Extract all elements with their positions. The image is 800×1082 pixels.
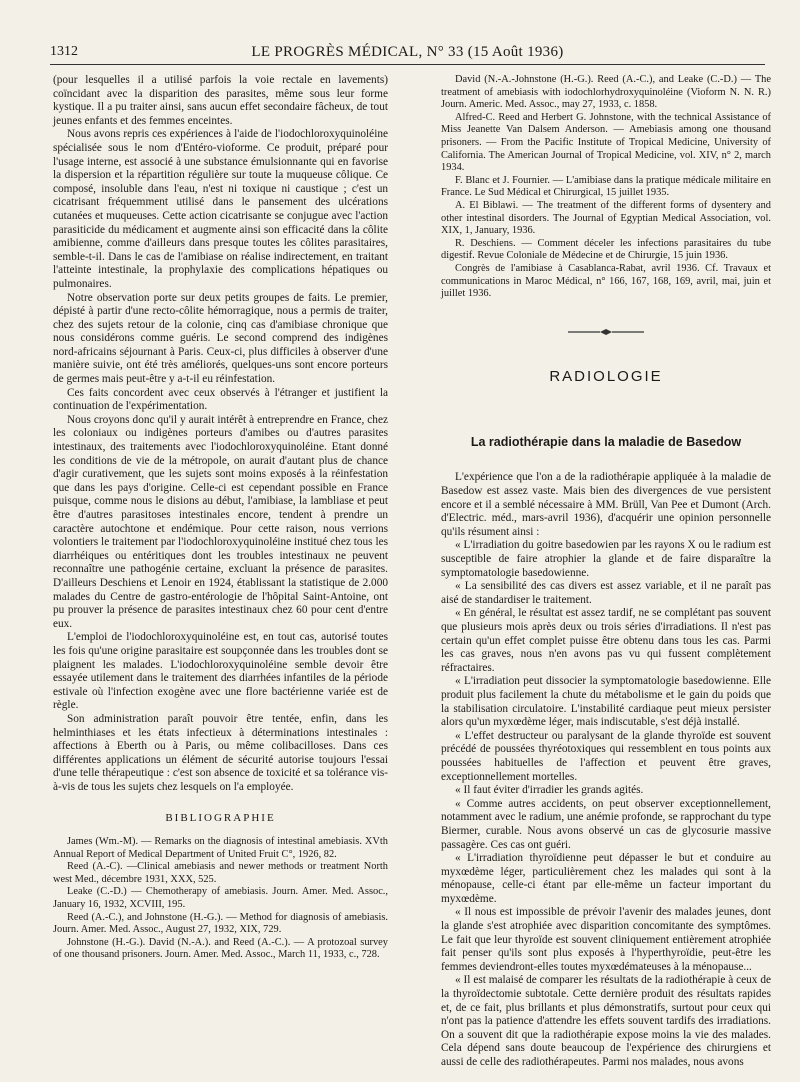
bibliography-entry: Leake (C.-D.) — Chemotherapy of amebiasis. Journ. Amer. Med. Assoc., January 16, 1932, XCVIII, 195. (53, 886, 388, 911)
body-paragraph: Son administration paraît pouvoir être tentée, enfin, dans les helminthiases et les états infectieux à déterminations intestinales : affections à Eberth ou à Paris, ou même colibacilloses. Dans ces différentes applications un élément de sécurité autorise toujours l'essai d'une telle thérapeutique : c'est son absence de toxicité et sa tolérance vis-à-vis de tous les sujets chez lesquels on l'a employée. (53, 712, 388, 793)
bibliography-entry: R. Deschiens. — Comment déceler les infections parasitaires du tube digestif. Revue Coloniale de Médecine et de Chirurgie, 15 juin 1936. (441, 237, 771, 262)
quoted-paragraph: « L'effet destructeur ou paralysant de la glande thyroïde est souvent précédé de poussées thyréotoxiques qui ressemblent en tous points aux poussées habituelles de l'affection et peuvent être graves, exceptionnellement mortelles. (441, 729, 771, 783)
bibliography-entry: F. Blanc et J. Fournier. — L'amibiase dans la pratique médicale militaire en France. Le Sud Médical et Chirurgical, 15 juillet 1935. (441, 174, 771, 199)
section-ornament-divider (441, 327, 771, 341)
bibliography-entry: Alfred-C. Reed and Herbert G. Johnstone, with the technical Assistance of Miss Jeanette Van Dalsem Anderson. — Amebiasis among one thousand prisoners. — From the Pacific Institute of Tropical Medicine, University of California. The American Journal of Tropical Medicine, vol. XIV, n° 2, march 1934. (441, 111, 771, 174)
body-paragraph: Nous croyons donc qu'il y aurait intérêt à entreprendre en France, chez les coloniaux ou indigènes porteurs d'amibes ou d'autres parasites intestinaux, des traitements avec l'iodochloroxyquinoléine. Etant donné les conditions de vie de la métropole, on aurait d'autant plus de chance d'agir curativement, que les sujets sont moins exposés à la réinfestation que dans les pays d'origine. Celle-ci est cependant possible en France puisque, comme nous le disions au début, l'amibiase, la lambliase et peut être d'autres parasitoses intestinales encore, tendent à prendre un caractère autochtone et endémique. Pour cette raison, nous verrions volontiers le traitement par l'iodochloroxyquinoléine institué chez tous les diarrhéiques ou entéritiques dont les troubles intestinaux ne peuvent reconnaître une pathogénie certaine, excluant la présence de parasites. D'ailleurs Deschiens et Lenoir en 1924, établissant la statistique de 2.000 malades du Centre de gastro-entérologie de l'hôpital Saint-Antoine, ont pu prouver la présence de parasites intestinaux chez 60 pour cent d'entre eux. (53, 413, 388, 630)
article-intro: L'expérience que l'on a de la radiothérapie appliquée à la maladie de Basedow est assez vaste. Mais bien des divergences de vue persistent encore et il a semblé nécessaire à MM. Brüll, Van Pee et Dumont (Arch. d'Electric. méd., mars-avril 1936), d'acquérir une opinion personnelle qu'ils résument ainsi : (441, 471, 771, 538)
quoted-paragraph: « La sensibilité des cas divers est assez variable, et il ne paraît pas aisé de standardiser le traitement. (441, 580, 771, 606)
bibliography-entry: Congrès de l'amibiase à Casablanca-Rabat, avril 1936. Cf. Travaux et communications in Maroc Médical, n° 166, 167, 168, 169, avril, mai, juin et juillet 1936. (441, 262, 771, 300)
quoted-paragraph: « Il faut éviter d'irradier les grands agités. (455, 784, 644, 797)
running-head: LE PROGRÈS MÉDICAL, N° 33 (15 Août 1936) (251, 44, 564, 60)
body-paragraph: Notre observation porte sur deux petits groupes de faits. Le premier, dépisté à partir d'une recto-côlite hémorragique, nous a permis de traiter, chez des sujets retour de la colonie, cinq cas d'amibiase chronique que nous considérons comme guéris. Le second comprend des indigènes nord-africains séjournant à Paris. Ceux-ci, plus difficiles à observer d'une manière suivie, ont été très améliorés, quelques-uns sont encore porteurs de germes mais peut-être y a-t-il eu réinfestation. (53, 291, 388, 386)
bibliography-entry: David (N.-A.-Johnstone (H.-G.). Reed (A.-C.), and Leake (C.-D.) — The treatment of amebiasis with iodochlorhydroxyquinoléine (Vioform N. N. R.) Journ. Americ. Med. Assoc., may 27, 1933, c. 1858. (441, 74, 771, 111)
left-column (53, 74, 388, 962)
bibliography-entry: A. El Biblawi. — The treatment of the different forms of dysentery and other intestinal disorders. The Journal of Egyptian Medical Association, vol. XIX, 1, January, 1936. (441, 199, 771, 237)
article-title: La radiothérapie dans la maladie de Basedow (470, 434, 742, 449)
ornament-divider-icon (566, 327, 646, 337)
quoted-paragraph: « Comme autres accidents, on peut observer exceptionnellement, notamment avec le radium, une anémie profonde, se rapprochant du type Biermer, curable. Nous avons observé un cas de glycosurie massive passagère. Ces cas ont guéri. (441, 797, 771, 851)
body-paragraph: Nous avons repris ces expériences à l'aide de l'iodochloroxyquinoléine spécialisée sous le nom d'Entéro-vioforme. Ce produit, préparé pour l'usage interne, est associé à une substance émulsionnante qui en favorise la dispersion et la répartition régulière sur toute la muqueuse côlique. Ce composé, insoluble dans l'eau, n'est ni toxique ni caustique ; c'est un cicatrisant fréquemment utilisé dans le pansement des ulcérations cutanées et muqueuses. Cette action cicatrisante se conjugue avec l'action parasiticide du médicament et augmente ainsi son efficacité dans la côlite amibienne, comme d'ailleurs dans presque toutes les côlites parasitaires, semble-t-il. Dans le cas de l'amibiase on réalise indirectement, en traitant l'atteinte intestinale, la prophylaxie des complications hépatiques ou pulmonaires. (53, 128, 388, 290)
section-title: RADIOLOGIE (549, 368, 663, 386)
quoted-paragraph: « En général, le résultat est assez tardif, ne se complétant pas souvent que plusieurs mois après deux ou trois séries d'irradiations. Il n'est pas certain qu'un effet complet puisse être obtenu dans tous les cas. Parmi les cas graves, nous n'en avons pas vu qui fussent complètement réfractaires. (441, 607, 771, 674)
body-paragraph: Ces faits concordent avec ceux observés à l'étranger et justifient la continuation de l'expérimentation. (53, 386, 388, 413)
bibliography-entry: Reed (A.-C.), and Johnstone (H.-G.). — Method for diagnosis of amebiasis. Journ. Amer. Med. Assoc., August 27, 1932, XIX, 729. (53, 911, 388, 936)
quoted-paragraph: « Il nous est impossible de prévoir l'avenir des malades jeunes, dont la glande s'est atrophiée avec disparition concomitante des symptômes. Le fait que leur thyroïde est souvent cliniquement entièrement atrophiée fait penser qu'ils sont plus exposés à l'hyperthyroïdie, peut-être les femmes deviendront-elles toutes myxœdémateuses à la ménopause... (441, 906, 771, 973)
body-paragraph: L'emploi de l'iodochloroxyquinoléine est, en tout cas, autorisé toutes les fois qu'une origine parasitaire est soupçonnée dans les troubles dont se plaignent les malades. L'iodochloroxyquinoléine semble devoir être essayée utilement dans le traitement des diarrhées infantiles de la période estivale où l'infection exogène avec une flore bactérienne variée est de règle. (53, 631, 388, 712)
body-paragraph: (pour lesquelles il a utilisé parfois la voie rectale en lavements) coïncidant avec la disparition des parasites, même sous leur forme kystique. Il a pu traiter ainsi, sans aucun effet secondaire fâcheux, de tout jeunes enfants et des femmes enceintes. (53, 74, 388, 127)
page-number: 1312 (50, 44, 78, 59)
quoted-paragraph: « L'irradiation du goitre basedowien par les rayons X ou le radium est susceptible de faire atrophier la glande et de faire disparaître la symptomatologie basedowienne. (441, 539, 771, 579)
quoted-paragraph: « Il est malaisé de comparer les résultats de la radiothérapie à ceux de la thyroïdectomie subtotale. Cette dernière produit des résultats rapides et, de ce fait, plus brillants et plus démonstratifs, surtout pour ceux qui n'ont pas la patience d'attendre les effets souvent tardifs des irradiations. On a souvent dit que la radiothérapie expose moins la vie des malades. Cela dépend sans doute beaucoup de l'expérience des chirurgiens et aussi de celle des radiothérapeutes. Parmi nos malades, nous avons (441, 974, 771, 1068)
bibliography-entry: Johnstone (H.-G.). David (N.-A.). and Reed (A.-C.). — A protozoal survey of one thousand prisoners. Journ. Amer. Med. Assoc., March 11, 1933, c., 728. (53, 936, 388, 961)
page-header (50, 44, 765, 65)
quoted-paragraph: « L'irradiation peut dissocier la symptomatologie basedowienne. Elle produit plus facilement la chute du métabolisme et le gain du poids que la stabilisation circulatoire. L'instabilité cardiaque peut mieux persister alors qu'un myxœdème léger, mais indiscutable, s'est déjà installé. (441, 675, 771, 729)
bibliography-entry: James (Wm.-M). — Remarks on the diagnosis of intestinal amebiasis. XVth Annual Report of Medical Department of United Fruit C°, 1926, 82. (53, 836, 388, 860)
bibliography-entry: Reed (A.-C). —Clinical amebiasis and newer methods or treatment North west Med., décembre 1931, XXX, 525. (53, 861, 388, 885)
right-column (441, 74, 771, 1070)
quoted-paragraph: « L'irradiation thyroïdienne peut dépasser le but et conduire au myxœdème léger, particulièrement chez les malades qui sont à la ménopause, celle-ci étant par elle-même un facteur important du myxœdème. (441, 852, 771, 905)
bibliography-heading: BIBLIOGRAPHIE (165, 812, 276, 825)
